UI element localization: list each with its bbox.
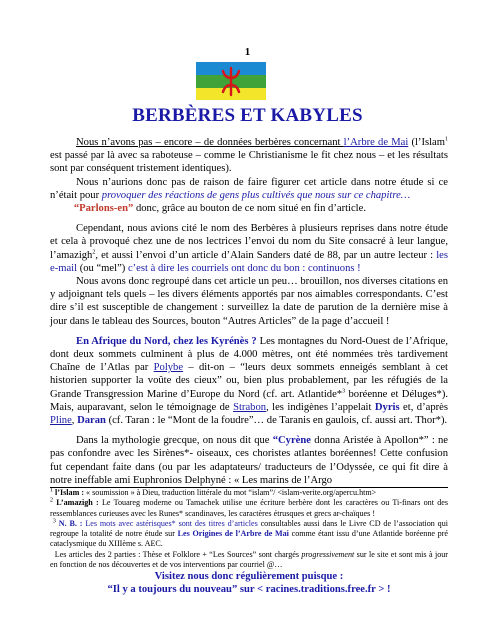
- text: , les indigènes l’appelait: [266, 401, 375, 413]
- text: Nous n’avons pas – encore – de données berbères concernant: [76, 137, 344, 148]
- footnote-ref[interactable]: 3: [342, 388, 346, 395]
- site-link[interactable]: “Il y a toujours du nouveau” sur < racines.traditions.free.fr > !: [107, 584, 391, 596]
- dyris-term: Dyris: [374, 401, 400, 413]
- footnote-number: 3: [52, 518, 56, 525]
- text: « soumission » à Dieu, traduction littérale du mot “islam”/ <islam-verite.org/apercu.htm>: [84, 488, 377, 497]
- text: boréenne et Déluges*). Mais, auparavant, selon le témoignage de: [50, 388, 448, 413]
- text: Dans la mythologie grecque, on nous dit que: [76, 435, 273, 447]
- text: donna Aristée à Apollon*” : ne pas confondre avec les Sirènes*- oiseaux, ces choristes atlantes boréennes! Cette confusion fut cependant faite dans (ou par les adaptateurs/ traducteurs de l’Odyssée, ce qui fit dire à notre ineffable ami Euphronios Delphyné : « Les marins de l’Argo: [50, 435, 448, 486]
- courriels-link[interactable]: c’est à dire les courriels ont donc du bon : continuons !: [127, 262, 361, 274]
- section-heading: En Afrique du Nord, chez les Kyrénès ?: [76, 335, 257, 347]
- text: ,: [71, 415, 78, 427]
- page-number: 1: [244, 46, 251, 58]
- paragraph-reason: [50, 176, 448, 216]
- text: – dit-on – “leurs deux sommets enneigés semblant à cet historien supporter la voûte des cieux” ou, bien plus probablement, par les réfugiés de la Grande Transgression Marine d’Europe du Nord (cf. art. Atlantide*: [50, 362, 448, 400]
- polybe-link[interactable]: Polybe: [153, 362, 184, 374]
- page-title: BERBÈRES ET KABYLES: [132, 105, 363, 126]
- text: Nous n’aurions donc pas de raison de faire figurer cet article dans notre étude si ce n’était pour: [50, 176, 448, 201]
- italic-text: progressivement: [301, 549, 355, 559]
- text: , et aussi l’envoi d’un article d’Alain Sanders daté de 88, par un autre lecteur :: [95, 249, 437, 261]
- paragraph-grouped: Nous avons donc regroupé dans cet article un peu… brouillon, nos diverses citations en y adjoignant tels quels – les divers éléments apportés par nos aimables correspondants. C’est dire s’il est susceptible de changement : surveillez la date de parution de la dernière mise à jour dans le tableau des Sources, bouton “Autres Articles” de la page d’accueil !: [50, 276, 448, 327]
- footnote-4: [50, 550, 448, 571]
- footnote-3: [50, 519, 448, 550]
- e-mail-link[interactable]: les e-mail: [50, 249, 448, 274]
- text: sur le site et sont mis à jour en fonction de nos découvertes et de vos interventions par courriel @…: [50, 549, 448, 570]
- text: comme étant issu d’une Atlantide boréenne pré cataclysmique du XIIIème s. AEC.: [50, 529, 448, 549]
- footnote-term: L’amazigh :: [53, 498, 99, 508]
- arbre-de-mai-link[interactable]: l’Arbre de Mai: [343, 137, 409, 148]
- footnote-2: [50, 498, 448, 519]
- amazigh-flag-icon: [196, 62, 266, 100]
- pline-link[interactable]: Pline: [50, 415, 72, 427]
- daran-term: Daran: [77, 415, 106, 427]
- footnote-term: l’Islam :: [53, 488, 85, 497]
- paragraph-afrique: [50, 335, 448, 427]
- strabon-link[interactable]: Strabon: [233, 401, 267, 413]
- footnote-number: 2: [50, 497, 53, 504]
- visit-line-1: Visitez nous donc régulièrement puisque :: [154, 571, 344, 583]
- book-title: Les Origines de l’Arbre de Mai: [177, 529, 289, 539]
- footnote-term: N. B. :: [55, 518, 83, 528]
- cyrene-term: “Cyrène: [272, 435, 311, 447]
- footnotes: [50, 487, 448, 596]
- text: Les montagnes du Nord-Ouest de l’Afrique, dont deux sommets culminent à plus de 4.000 mètres, ont été nommées très tardivement Chaîne de l’Atlas par: [50, 335, 448, 374]
- footnote-1: [50, 488, 448, 498]
- text: donc, grâce au bouton de ce nom situé en fin d’article.: [133, 203, 366, 215]
- text: (cf. Taran : le “Mont de la foudre”… de Taranis en gaulois, cf. aussi art. Thor*).: [105, 415, 448, 427]
- text: est passé par là avec sa raboteuse – comme le Christianisme le fit chez nous – et les résultats sont par conséquent tristement identiques).: [50, 150, 448, 175]
- text: Cependant, nous avions cité le nom des Berbères à plusieurs reprises dans notre étude et cela à provoqué chez une de nos lectrices l’envoi du nom du Site consacré à leur langue, l’amazigh: [50, 223, 448, 261]
- paragraph-intro: [50, 136, 448, 176]
- article-body: [50, 136, 448, 487]
- footnote-ref[interactable]: 2: [92, 249, 96, 256]
- text: Le Touareg moderne ou Tamachek utilise une écriture berbère dont les caractères ou Ti-finars ont des ressemblances curieuses avec les Runes* scandinaves, les caractères étrusques et grecs ar-chaïques !: [50, 498, 448, 518]
- text: et, d’après: [399, 401, 448, 413]
- parlons-en-button[interactable]: “Parlons-en”: [73, 203, 134, 215]
- footnote-number: 1: [50, 487, 53, 494]
- text: consultables aussi dans le Livre CD de l’association qui regroupe la totalité de notre étude sur: [50, 518, 449, 539]
- text: (l’Islam: [408, 137, 445, 148]
- paragraph-mythologie: [50, 434, 448, 487]
- italic-text: provoquer des réactions de gens plus cultivés que nous sur ce chapitre…: [101, 189, 411, 201]
- footnote-ref[interactable]: 1: [444, 136, 448, 143]
- asterisk-articles-link[interactable]: Les mots avec astérisques* sont des titres d’articles: [82, 518, 258, 528]
- text: (ou “mel”): [77, 262, 128, 274]
- paragraph-cited: [50, 222, 448, 275]
- text: Les articles des 2 parties : Thèse et Folklore + “Les Sources” sont chargés: [54, 549, 302, 559]
